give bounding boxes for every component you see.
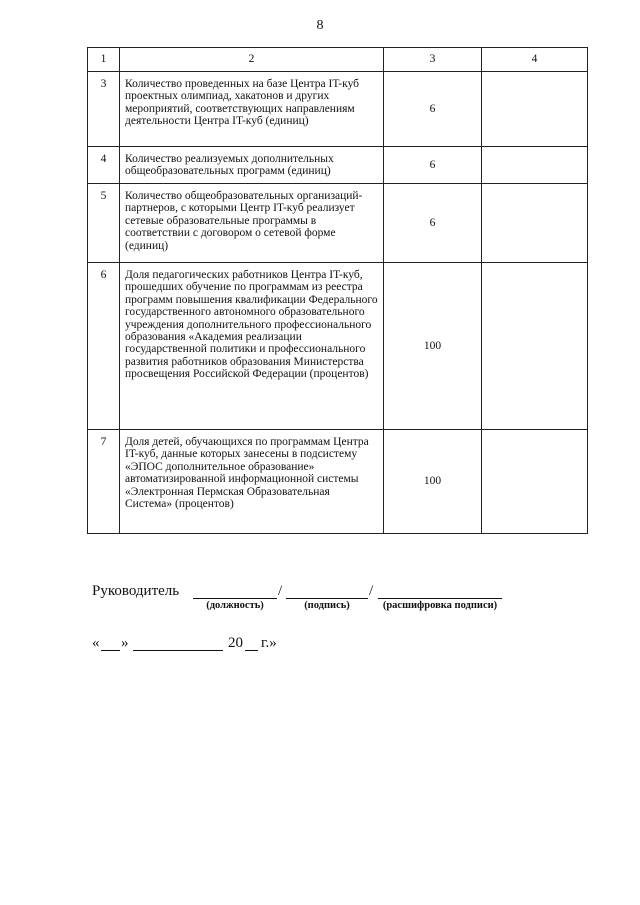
table-row	[88, 184, 588, 263]
signature-line	[286, 598, 368, 599]
separator-slash: /	[369, 583, 374, 599]
day-line	[101, 650, 120, 651]
header-cell: 2	[120, 48, 384, 72]
indicator-text: Количество реализуемых дополнительных общеобразовательных программ (единиц)	[120, 147, 384, 184]
row-number: 3	[88, 72, 120, 147]
table-header-row	[88, 48, 588, 72]
row-number: 5	[88, 184, 120, 263]
year-prefix: 20	[228, 635, 243, 651]
indicator-value: 100	[384, 263, 482, 430]
decoding-line	[378, 598, 502, 599]
signer-label: Руководитель	[92, 583, 180, 599]
indicator-extra	[482, 263, 588, 430]
signature-caption: (подпись)	[304, 600, 350, 611]
indicator-value: 6	[384, 184, 482, 263]
indicator-extra	[482, 147, 588, 184]
month-line	[133, 650, 223, 651]
indicator-value: 6	[384, 147, 482, 184]
indicator-extra	[482, 430, 588, 534]
table-row	[88, 147, 588, 184]
year-suffix: г.»	[261, 635, 277, 651]
header-cell: 1	[88, 48, 120, 72]
row-number: 4	[88, 147, 120, 184]
indicator-value: 6	[384, 72, 482, 147]
row-number: 6	[88, 263, 120, 430]
position-caption: (должность)	[206, 600, 264, 611]
table-row	[88, 430, 588, 534]
year-line	[245, 650, 258, 651]
indicator-value: 100	[384, 430, 482, 534]
header-cell: 3	[384, 48, 482, 72]
indicator-text: Доля педагогических работников Центра IT-куб, прошедших обучение по программам из реестра программ повышения квалификации Федерального государственного автономного образовательного учреждения дополнительного профессионального образования «Академия реализации государственной политики и профессионального развития работников образования Министерства просвещения Российской Федерации (процентов)	[120, 263, 384, 430]
separator-slash: /	[278, 583, 283, 599]
indicator-text: Количество общеобразовательных организаций-партнеров, с которыми Центр IT-куб реализует сетевые образовательные программы в соответствии с договором о сетевой форме (единиц)	[120, 184, 384, 263]
position-line	[193, 598, 277, 599]
indicator-text: Количество проведенных на базе Центра IT-куб проектных олимпиад, хакатонов и других мероприятий, соответствующих направлениям деятельности Центра IT-куб (единиц)	[120, 72, 384, 147]
indicator-extra	[482, 72, 588, 147]
indicator-text: Доля детей, обучающихся по программам Центра IT-куб, данные которых занесены в подсистему «ЭПОС дополнительное образование» автоматизированной информационной системы «Электронная Пермская Образовательная Система» (процентов)	[120, 430, 384, 534]
header-cell: 4	[482, 48, 588, 72]
indicators-table	[87, 47, 588, 534]
decoding-caption: (расшифровка подписи)	[382, 600, 498, 611]
table-row	[88, 263, 588, 430]
table-row	[88, 72, 588, 147]
row-number: 7	[88, 430, 120, 534]
indicator-extra	[482, 184, 588, 263]
date-open-quote: «	[92, 635, 100, 651]
page-number: 8	[316, 18, 324, 33]
date-close-quote: »	[121, 635, 129, 651]
